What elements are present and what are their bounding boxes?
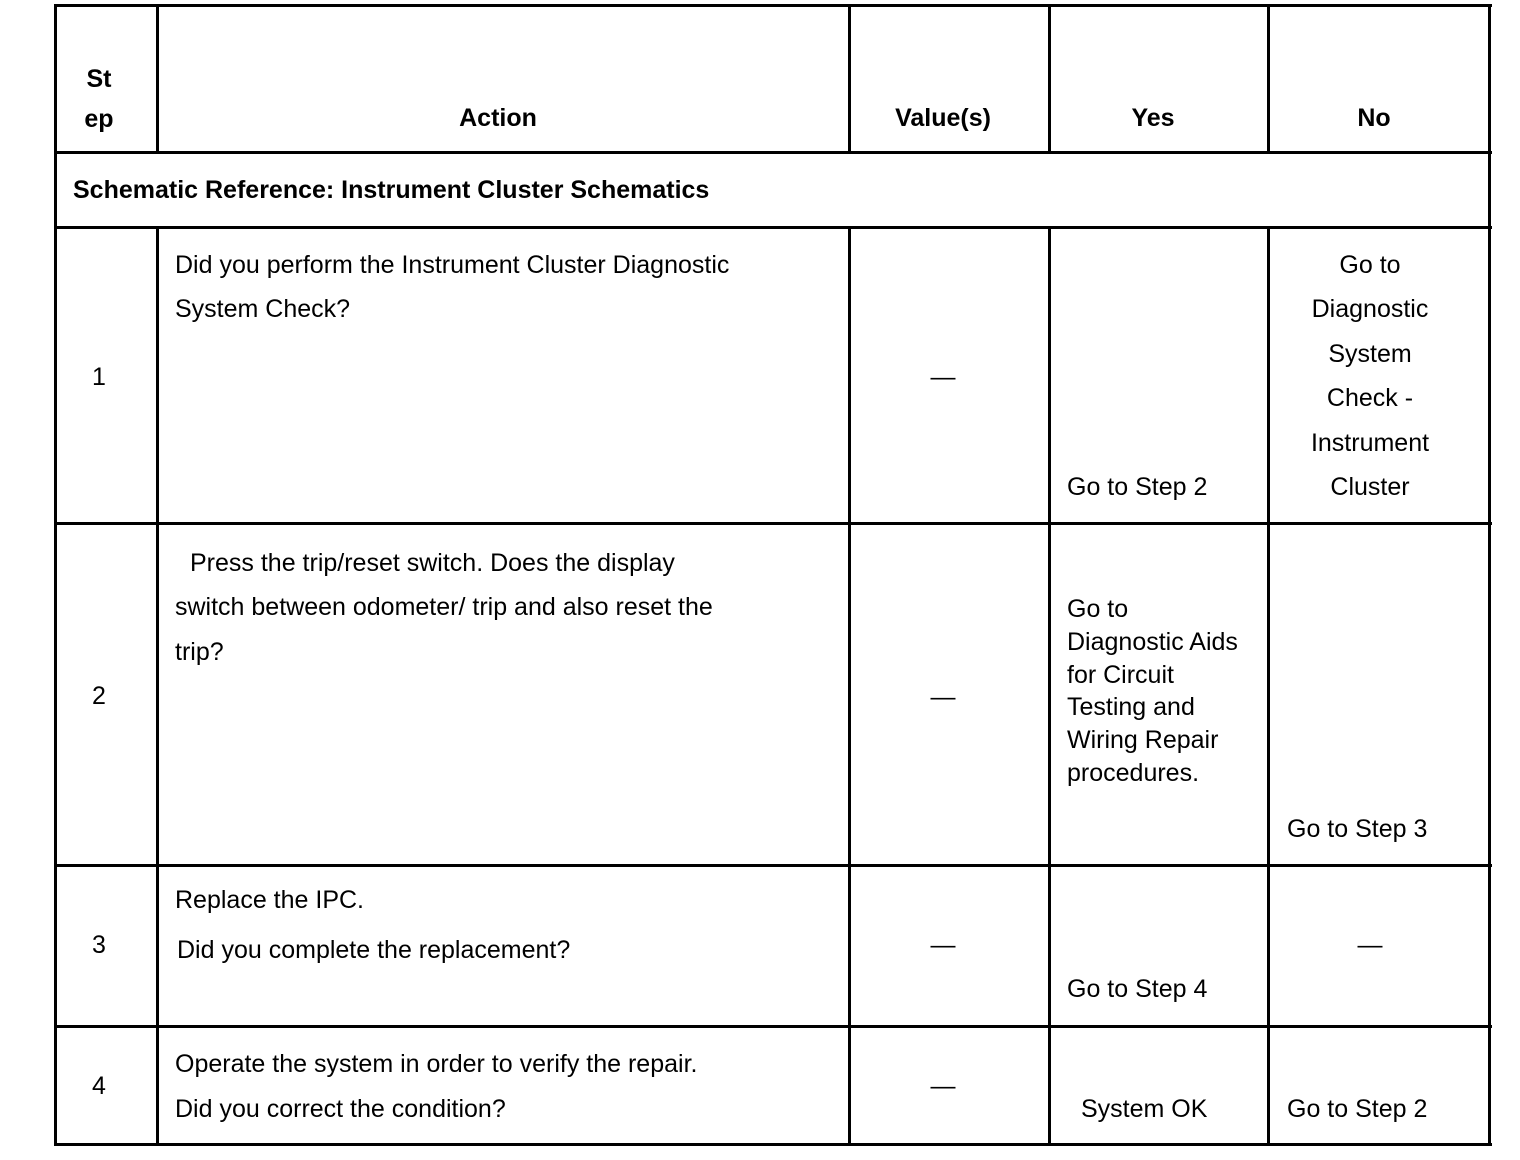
- row-1-no-line-3: System: [1328, 340, 1412, 368]
- column-divider: [1048, 226, 1051, 1146]
- table-border-top: [55, 4, 1492, 7]
- row-1-no-line-1: Go to: [1339, 251, 1401, 279]
- row-1-yes: Go to Step 2: [1067, 473, 1208, 501]
- column-divider: [1267, 4, 1270, 154]
- header-step-line-2: ep: [84, 105, 114, 133]
- row-2-action-line-2: switch between odometer/ trip and also reset the: [175, 593, 713, 621]
- row-1-no-line-6: Cluster: [1330, 473, 1410, 501]
- row-2-yes-line-1: Go to: [1067, 595, 1129, 623]
- row-3-action-line-2: Did you complete the replacement?: [177, 936, 571, 964]
- row-2-step: 2: [92, 682, 106, 710]
- header-divider: [55, 151, 1492, 154]
- row-1-no-line-4: Check -: [1326, 384, 1414, 412]
- header-action: Action: [459, 104, 537, 132]
- row-2-action-line-1: Press the trip/reset switch. Does the display: [190, 549, 675, 577]
- row-3-step: 3: [92, 931, 106, 959]
- table-border-right: [1488, 4, 1491, 1146]
- row-2-value: —: [930, 683, 956, 711]
- table-border-left: [54, 4, 57, 1146]
- row-4-no: Go to Step 2: [1287, 1095, 1428, 1123]
- row-divider: [55, 864, 1492, 867]
- row-4-action-line-1: Operate the system in order to verify the repair.: [175, 1050, 698, 1078]
- row-2-action-line-3: trip?: [175, 638, 224, 666]
- row-3-no: —: [1357, 931, 1383, 959]
- row-divider: [55, 226, 1492, 229]
- row-1-value: —: [930, 363, 956, 391]
- row-divider: [55, 522, 1492, 525]
- row-2-no: Go to Step 3: [1287, 815, 1428, 843]
- column-divider: [848, 226, 851, 1146]
- column-divider: [156, 4, 159, 154]
- row-1-action-line-2: System Check?: [175, 295, 351, 323]
- row-2-yes-line-5: Wiring Repair: [1067, 726, 1219, 754]
- header-step-line-1: St: [86, 65, 112, 93]
- row-2-yes-line-2: Diagnostic Aids: [1067, 628, 1238, 656]
- column-divider: [1267, 226, 1270, 1146]
- row-3-yes: Go to Step 4: [1067, 975, 1208, 1003]
- row-3-value: —: [930, 931, 956, 959]
- row-1-no-line-5: Instrument: [1310, 429, 1430, 457]
- column-divider: [156, 226, 159, 1146]
- header-no: No: [1357, 104, 1391, 132]
- row-4-step: 4: [92, 1072, 106, 1100]
- row-1-no-line-2: Diagnostic: [1311, 295, 1429, 323]
- column-divider: [848, 4, 851, 154]
- row-1-step: 1: [92, 363, 106, 391]
- row-2-yes-line-4: Testing and: [1067, 693, 1195, 721]
- column-divider: [1048, 4, 1051, 154]
- header-values: Value(s): [895, 104, 991, 132]
- row-1-action-line-1: Did you perform the Instrument Cluster Diagnostic: [175, 251, 730, 279]
- row-2-yes-line-3: for Circuit: [1067, 661, 1174, 689]
- table-border-bottom: [55, 1143, 1492, 1146]
- schematic-reference: Schematic Reference: Instrument Cluster Schematics: [73, 176, 710, 204]
- header-yes: Yes: [1131, 104, 1175, 132]
- row-3-action-line-1: Replace the IPC.: [175, 886, 364, 914]
- row-4-action-line-2: Did you correct the condition?: [175, 1095, 506, 1123]
- row-4-yes: System OK: [1081, 1095, 1208, 1123]
- row-4-value: —: [930, 1072, 956, 1100]
- row-2-yes-line-6: procedures.: [1067, 759, 1200, 787]
- row-divider: [55, 1025, 1492, 1028]
